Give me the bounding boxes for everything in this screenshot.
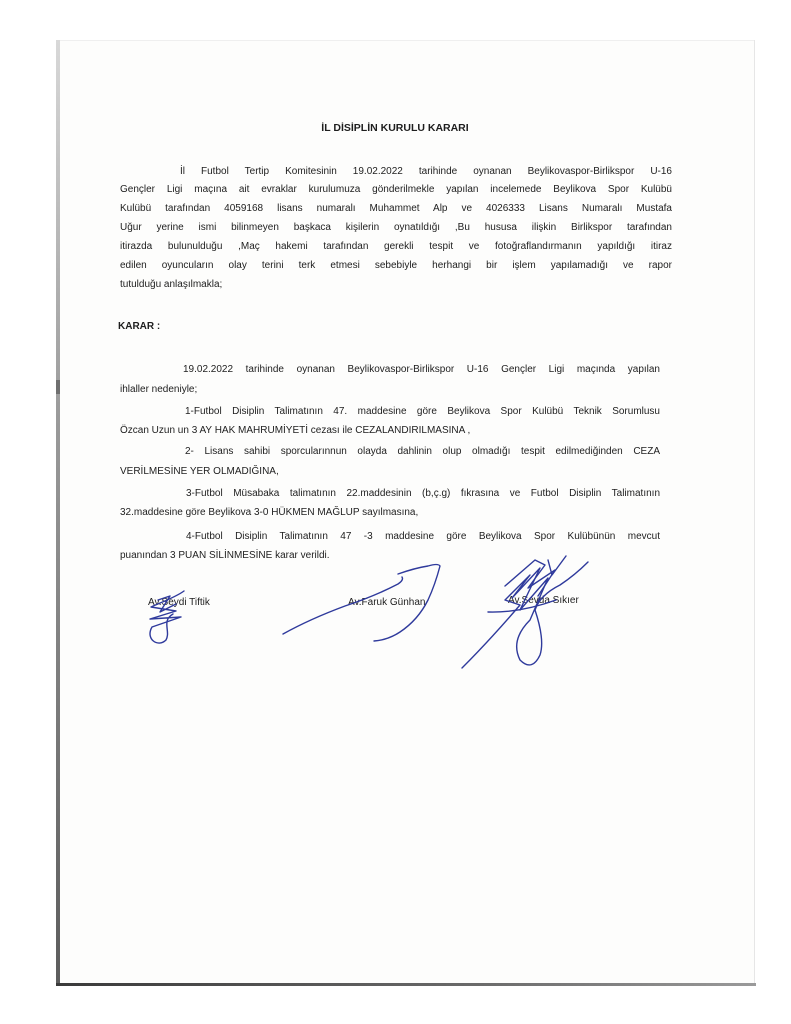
signatory-name-2: Av.Faruk Günhan bbox=[348, 597, 426, 608]
page-edge-shadow-left bbox=[56, 40, 60, 986]
intro-line: İl Futbol Tertip Komitesinin 19.02.2022 tarihinde oynanan Beylikovaspor-Birlikspor U-16 bbox=[180, 166, 672, 177]
decision-item-2-line: 2- Lisans sahibi sporcularınnun olayda dahlinin olup olmadığı tespit edilmediğinden CEZA bbox=[185, 446, 660, 457]
decision-intro-line: 19.02.2022 tarihinde oynanan Beylikovaspor-Birlikspor U-16 Gençler Ligi maçında yapılan bbox=[183, 364, 660, 375]
intro-line: Gençler Ligi maçına ait evraklar kurulumuza gönderilmekle yapılan incelemede Beylikova Spor Kulübü bbox=[120, 184, 672, 195]
signatory-name-3: Av.Sevda Sıkıer bbox=[508, 595, 579, 606]
intro-line: Kulübü tarafından 4059168 lisans numaralı Muhammet Alp ve 4026333 Lisans Numaralı Mustafa bbox=[120, 203, 672, 214]
decision-intro-line: ihlaller nedeniyle; bbox=[120, 384, 198, 395]
intro-line: edilen oyuncuların olay terini terk etmesi sebebiyle herhangi bir işlem yapılamadığı ve rapor bbox=[120, 260, 672, 271]
decision-item-3-line: 32.maddesine göre Beylikova 3-0 HÜKMEN MAĞLUP sayılmasına, bbox=[120, 507, 419, 518]
decision-heading: KARAR : bbox=[118, 321, 161, 332]
decision-item-4-line: 4-Futbol Disiplin Talimatının 47 -3 maddesine göre Beylikova Spor Kulübünün mevcut bbox=[186, 531, 660, 542]
decision-item-1-line: Özcan Uzun un 3 AY HAK MAHRUMİYETİ cezası ile CEZALANDIRILMASINA , bbox=[120, 425, 471, 436]
intro-line: tutulduğu anlaşılmakla; bbox=[120, 279, 223, 290]
decision-item-3-line: 3-Futbol Müsabaka talimatının 22.maddesinin (b,ç.g) fıkrasına ve Futbol Disiplin Talimatının bbox=[186, 488, 660, 499]
page-edge-shadow-bottom bbox=[56, 983, 756, 986]
signatory-name-1: Av.Seydi Tiftik bbox=[148, 597, 210, 608]
intro-line: itirazda bulunulduğu ,Maç hakemi tarafından gerekli tespit ve fotoğraflandırmanın yapıldığı itiraz bbox=[120, 241, 672, 252]
document-title: İL DİSİPLİN KURULU KARARI bbox=[321, 122, 469, 134]
page-edge-right bbox=[754, 40, 755, 985]
decision-item-1-line: 1-Futbol Disiplin Talimatının 47. maddesine göre Beylikova Spor Kulübü Teknik Sorumlusu bbox=[185, 406, 660, 417]
intro-line: Uğur yerine ismi bilinmeyen başkaca kişilerin oynatıldığı ,Bu hususa ilişkin Birlikspor tarafından bbox=[120, 222, 672, 233]
scan-mark bbox=[56, 380, 60, 394]
page-edge-top bbox=[58, 40, 755, 41]
decision-item-4-line: puanından 3 PUAN SİLİNMESİNE karar verildi. bbox=[120, 550, 330, 561]
decision-item-2-line: VERİLMESİNE YER OLMADIĞINA, bbox=[120, 466, 279, 477]
